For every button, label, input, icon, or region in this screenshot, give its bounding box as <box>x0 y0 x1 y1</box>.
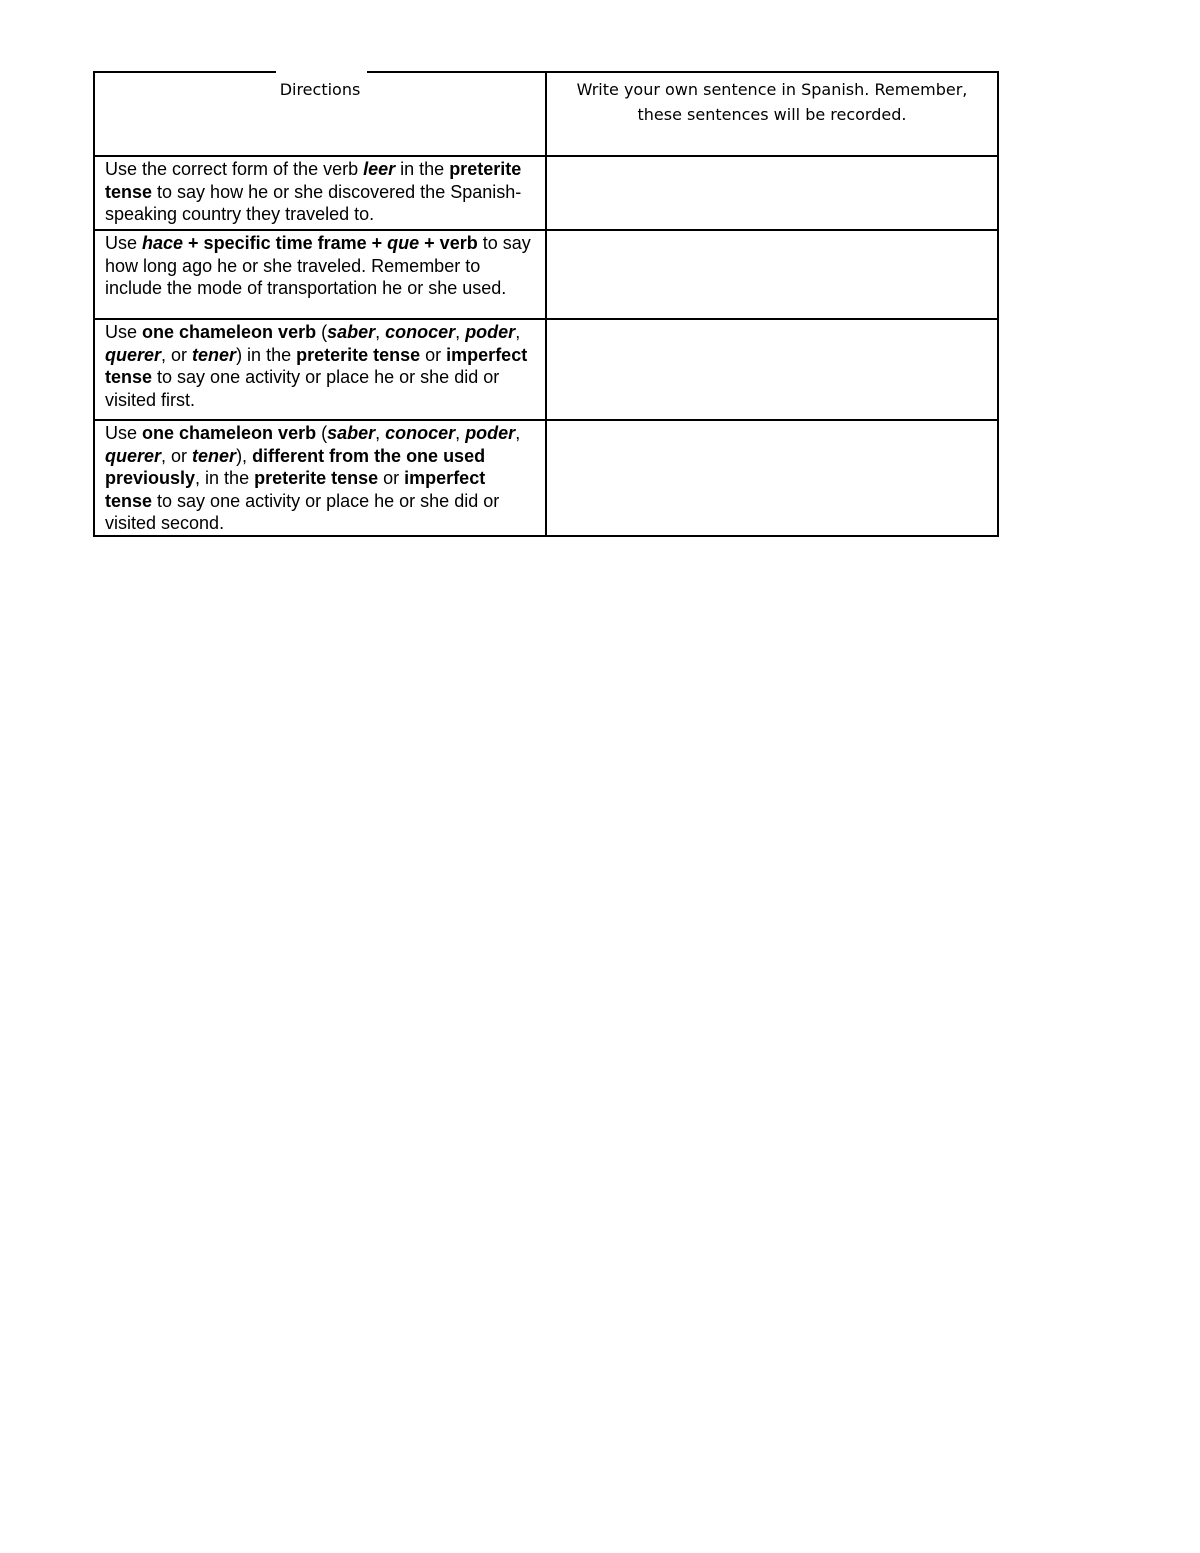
border-gap <box>276 71 367 74</box>
direction-text: ), <box>236 445 253 466</box>
direction-text: hace <box>142 233 184 253</box>
direction-cell <box>94 319 546 420</box>
direction-text: , <box>515 322 521 342</box>
direction-text: one chameleon verb <box>142 423 317 443</box>
direction-text: , <box>375 322 386 342</box>
direction-text: poder <box>465 322 516 342</box>
direction-text: saber <box>327 322 376 342</box>
direction-text: , or <box>161 445 193 466</box>
direction-cell <box>94 156 546 230</box>
direction-text: in the <box>395 159 450 179</box>
directions-header-label: Directions <box>279 80 361 99</box>
direction-text: tener <box>192 344 237 365</box>
direction-text: to say how he or she discovered the Spanish-speaking country they traveled to. <box>105 181 522 225</box>
direction-text: , in the <box>195 468 255 489</box>
direction-text: tener <box>192 445 237 466</box>
answer-cell[interactable] <box>546 156 998 230</box>
direction-text: leer <box>363 159 396 179</box>
table-row <box>94 420 998 536</box>
table-row <box>94 156 998 230</box>
direction-text: preterite tense <box>254 468 379 489</box>
direction-text: Use the correct form of the verb <box>105 159 364 179</box>
direction-text: , <box>375 423 386 443</box>
answer-cell[interactable] <box>546 420 998 536</box>
direction-text: preterite tense <box>105 159 522 202</box>
direction-text: , or <box>161 344 193 365</box>
direction-text: , <box>515 423 521 443</box>
direction-text: different from the one used previously <box>105 445 486 489</box>
direction-text: to say one activity or place he or she did or visited first. <box>105 367 500 410</box>
directions-table <box>93 71 999 537</box>
direction-text: ( <box>316 322 328 342</box>
header-row <box>94 72 998 156</box>
table-row <box>94 319 998 420</box>
direction-text: querer <box>105 344 162 365</box>
direction-text: poder <box>465 423 516 443</box>
direction-text: preterite tense <box>296 344 421 365</box>
direction-text: to say one activity or place he or she did or visited second. <box>105 490 500 534</box>
direction-text: imperfect tense <box>105 344 528 388</box>
direction-text: , <box>455 322 466 342</box>
direction-cell <box>94 420 546 536</box>
answer-cell[interactable] <box>546 230 998 319</box>
direction-text: querer <box>105 445 162 466</box>
direction-text: saber <box>327 423 376 443</box>
direction-text: ) in the <box>236 344 297 365</box>
direction-text: ( <box>316 423 328 443</box>
direction-text: + verb <box>419 233 478 253</box>
direction-text: + specific time frame + <box>183 233 388 253</box>
directions-header <box>94 72 546 156</box>
direction-text: Use <box>105 322 143 342</box>
direction-text: or <box>420 344 447 365</box>
direction-text: imperfect tense <box>105 468 486 511</box>
direction-text: conocer <box>385 322 456 342</box>
answer-cell[interactable] <box>546 319 998 420</box>
direction-text: que <box>387 233 420 253</box>
direction-text: Use <box>105 423 143 443</box>
write-sentence-header: Write your own sentence in Spanish. Remember, these sentences will be recorded. <box>546 72 998 156</box>
direction-cell <box>94 230 546 319</box>
direction-text: or <box>378 468 405 489</box>
direction-text: one chameleon verb <box>142 322 317 342</box>
direction-text: Use <box>105 233 143 253</box>
direction-text: , <box>455 423 466 443</box>
direction-text: to say how long ago he or she traveled. Remember to include the mode of transportation he or she used. <box>105 233 531 299</box>
table-row <box>94 230 998 319</box>
direction-text: conocer <box>385 423 456 443</box>
